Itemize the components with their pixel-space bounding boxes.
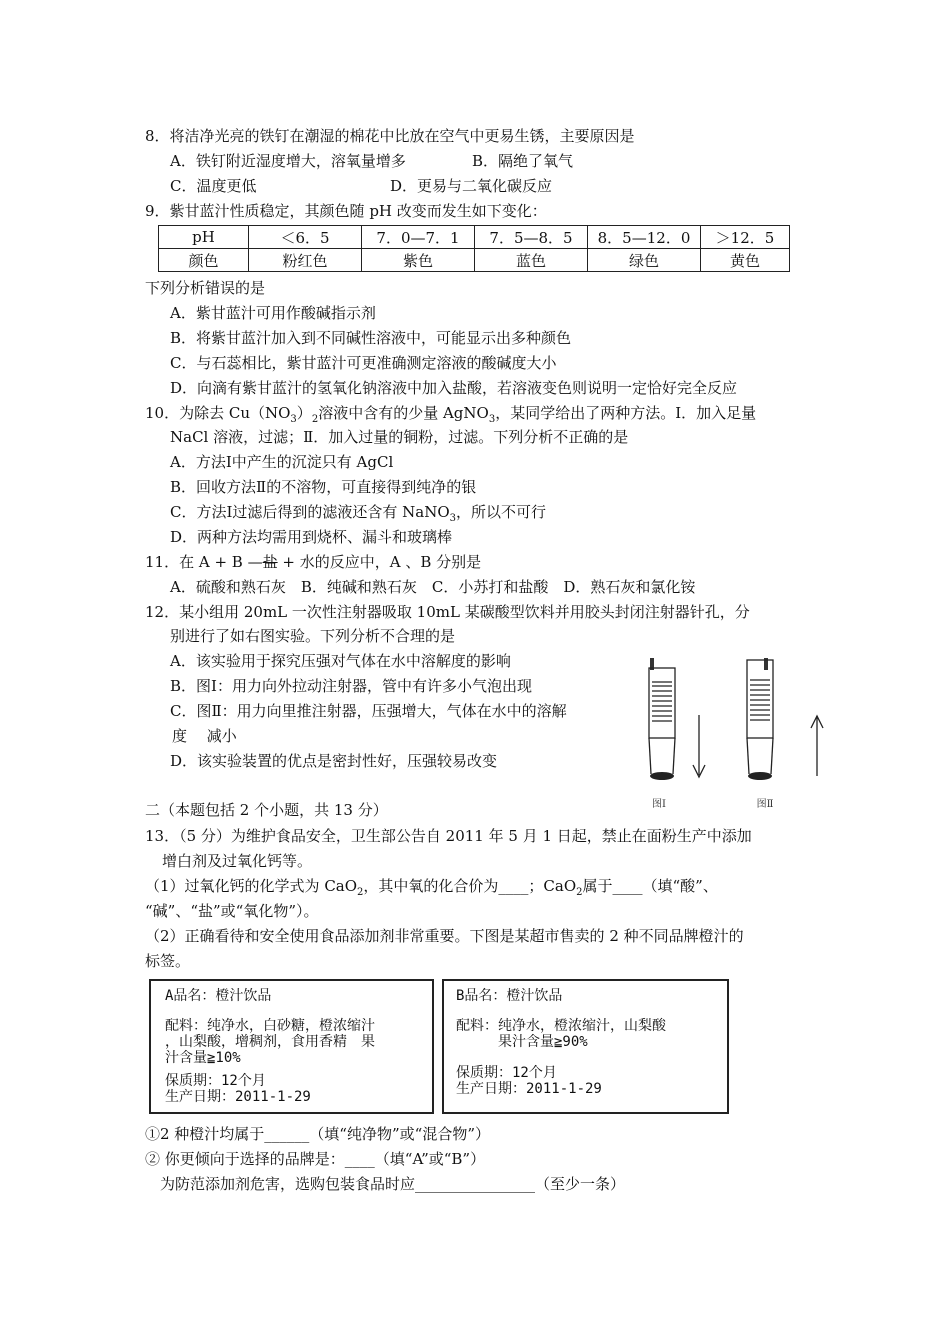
juice-label-a: [149, 979, 434, 1114]
q13-stem: 13．（5 分）为维护食品安全，卫生部公告自 2011 年 5 月 1 日起，禁止在面粉生产中添加: [145, 827, 752, 845]
fig-two-caption: 图Ⅱ: [756, 799, 774, 810]
q10-option-d: D．两种方法均需用到烧杯、漏斗和玻璃棒: [170, 528, 453, 546]
table-cell: 粉红色: [249, 249, 362, 272]
syringe-two-icon: [747, 658, 773, 780]
table-cell: 蓝色: [475, 249, 588, 272]
table-cell: ＜6．5: [249, 226, 362, 249]
table-cell: 7．5—8．5: [475, 226, 588, 249]
table-cell: pH: [159, 226, 249, 249]
q13-part2-line2: 标签。: [145, 952, 191, 970]
q11-stem: 11．在 A + B —盐 + 水的反应中，A 、B 分别是: [145, 553, 482, 571]
label-b-ingredients: 配料：纯净水，橙浓缩汁，山梨酸: [456, 1018, 666, 1034]
juice-label-b: [442, 979, 729, 1114]
color-row: [159, 249, 790, 272]
q13-sub2: ② 你更倾向于选择的品牌是：____（填“A”或“B”）: [145, 1150, 486, 1168]
table-cell: 7．0—7．1: [362, 226, 475, 249]
q8-option-a: A．铁钉附近湿度增大，溶氧量增多: [170, 152, 406, 170]
q12-option-c: C．图Ⅱ：用力向里推注射器，压强增大，气体在水中的溶解: [170, 702, 567, 720]
table-cell: 绿色: [588, 249, 701, 272]
q9-option-a: A．紫甘蓝汁可用作酸碱指示剂: [170, 304, 376, 322]
syringe-figure: [625, 650, 835, 815]
q13-part1: （1）过氧化钙的化学式为 CaO$_2$，其中氧的化合价为____；CaO$_2$属于____（填“酸”、: [145, 877, 718, 898]
section-heading: 二（本题包括 2 个小题，共 13 分）: [145, 801, 388, 819]
table-cell: 黄色: [701, 249, 790, 272]
q12-option-d: D．该实验装置的优点是密封性好，压强较易改变: [170, 752, 498, 770]
q8-stem: 8．将洁净光亮的铁钉在潮湿的棉花中比放在空气中更易生锈，主要原因是: [145, 127, 635, 145]
q8-option-b: B．隔绝了氧气: [472, 152, 574, 170]
q9-option-d: D．向滴有紫甘蓝汁的氢氧化钠溶液中加入盐酸，若溶液变色则说明一定恰好完全反应: [170, 379, 738, 397]
q10-option-c: C．方法Ⅰ过滤后得到的滤液还含有 NaNO$_3$，所以不可行: [170, 503, 547, 524]
label-a-ingredients-2: ，山梨酸，增稠剂，食用香精 果: [165, 1034, 375, 1050]
label-b-name: B品名：橙汁饮品: [456, 988, 563, 1004]
q13-sub3: 为防范添加剂危害，选购包装食品时应________________（至少一条）: [145, 1175, 626, 1193]
label-a-juice-content: 汁含量≧10%: [165, 1050, 241, 1066]
q13-part1-line2: “碱”、“盐”或“氧化物”）。: [145, 902, 319, 920]
q13-stem-line2: 增白剂及过氧化钙等。: [162, 852, 313, 870]
table-cell: 颜色: [159, 249, 249, 272]
ph-color-table: [158, 225, 790, 272]
q12-option-b: B．图Ⅰ：用力向外拉动注射器，管中有许多小气泡出现: [170, 677, 532, 695]
label-a-production-date: 生产日期：2011-1-29: [165, 1089, 311, 1105]
q12-option-c-line2: 度 减小: [172, 727, 237, 745]
label-b-juice-content: 果汁含量≧90%: [456, 1034, 588, 1050]
q13-part2: （2）正确看待和安全使用食品添加剂非常重要。下图是某超市售卖的 2 种不同品牌橙汁的: [145, 927, 744, 945]
label-b-production-date: 生产日期：2011-1-29: [456, 1081, 602, 1097]
table-cell: 8．5—12．0: [588, 226, 701, 249]
q10-stem: 10．为除去 $Cu(NO_3)_2$溶液中含有的少量 AgNO$_3$，某同学给出了两种方法。Ⅰ．加入足量: [145, 404, 757, 425]
fig-one-caption: 图Ⅰ: [652, 799, 666, 810]
table-cell: 紫色: [362, 249, 475, 272]
q12-stem: 12．某小组用 20mL 一次性注射器吸取 10mL 某碳酸型饮料并用胶头封闭注射器针孔，分: [145, 603, 750, 621]
label-a-name: A品名：橙汁饮品: [165, 988, 272, 1004]
salt-over-arrow: 盐: [262, 553, 278, 571]
table-cell: ＞12．5: [701, 226, 790, 249]
ph-row: [159, 226, 790, 249]
q11-options: A．硫酸和熟石灰 B．纯碱和熟石灰 C．小苏打和盐酸 D．熟石灰和氯化铵: [170, 578, 696, 596]
q12-option-a: A．该实验用于探究压强对气体在水中溶解度的影响: [170, 652, 511, 670]
q8-option-d: D．更易与二氧化碳反应: [390, 177, 553, 195]
q13-sub1: ①2 种橙汁均属于______（填“纯净物”或“混合物”）: [145, 1125, 490, 1143]
q9-lead: 下列分析错误的是: [145, 279, 266, 297]
q8-option-c: C．温度更低: [170, 177, 257, 195]
syringe-one-icon: [649, 658, 675, 780]
q10-option-b: B．回收方法Ⅱ的不溶物，可直接得到纯净的银: [170, 478, 477, 496]
label-a-ingredients: 配料：纯净水，白砂糖，橙浓缩汁: [165, 1018, 375, 1034]
label-b-shelf-life: 保质期：12个月: [456, 1065, 557, 1081]
q9-option-b: B．将紫甘蓝汁加入到不同碱性溶液中，可能显示出多种颜色: [170, 329, 572, 347]
label-a-shelf-life: 保质期：12个月: [165, 1073, 266, 1089]
q9-option-c: C．与石蕊相比，紫甘蓝汁可更准确测定溶液的酸碱度大小: [170, 354, 557, 372]
q10-option-a: A．方法Ⅰ中产生的沉淀只有 AgCl: [170, 453, 394, 471]
q9-stem: 9．紫甘蓝汁性质稳定，其颜色随 pH 改变而发生如下变化：: [145, 202, 547, 220]
q12-stem-line2: 别进行了如右图实验。下列分析不合理的是: [170, 627, 456, 645]
q10-stem-line2: NaCl 溶液，过滤；Ⅱ．加入过量的铜粉，过滤。下列分析不正确的是: [170, 428, 629, 446]
